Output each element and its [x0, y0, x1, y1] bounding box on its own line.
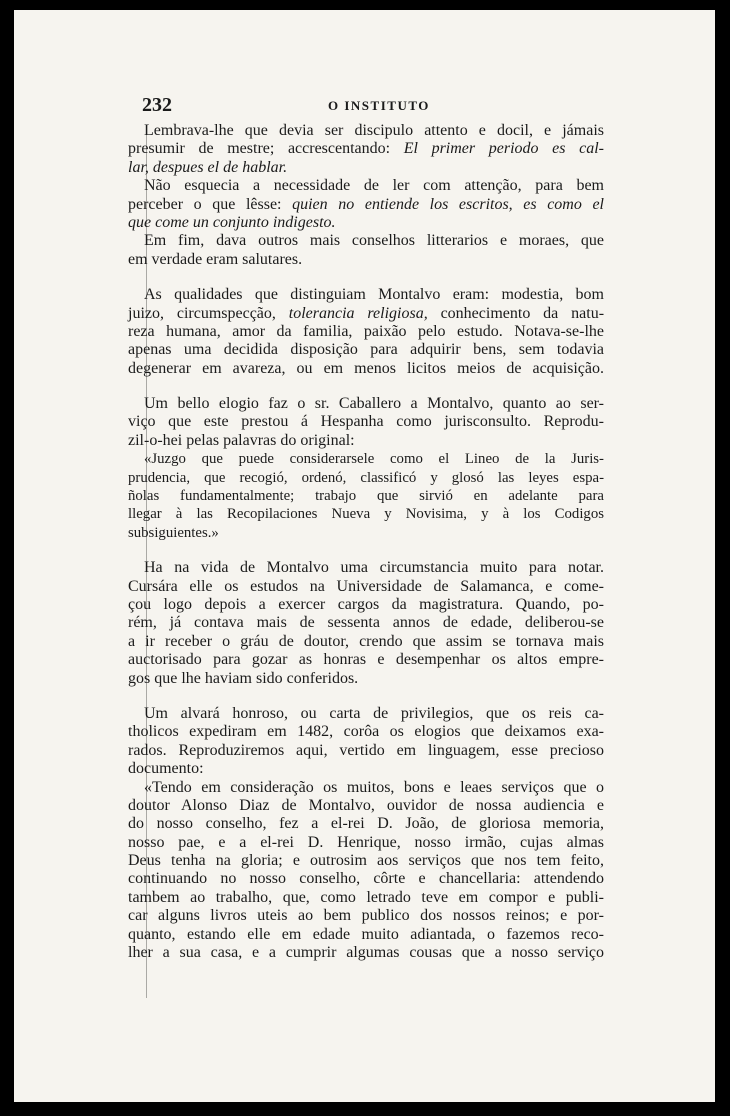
text-line: çou logo depois a exercer cargos da magistratura. Quando, po-	[128, 595, 604, 613]
text-line: lar, despues el de hablar.	[128, 158, 288, 176]
text-line: viço que este prestou á Hespanha como jurisconsulto. Reprodu-	[128, 413, 604, 431]
text-line: presumir de mestre; accrescentando: El primer periodo es cal-	[128, 140, 604, 158]
text-line: Um bello elogio faz o sr. Caballero a Montalvo, quanto ao ser-	[144, 395, 604, 413]
running-title: O INSTITUTO	[328, 98, 430, 113]
text-line: do nosso conselho, fez a el-rei D. João, de gloriosa memoria,	[128, 815, 604, 833]
text-line: auctorisado para gozar as honras e desempenhar os altos empre-	[128, 651, 604, 669]
text-line: Lembrava-lhe que devia ser discipulo attento e docil, e jámais	[144, 122, 604, 139]
text-line: tholicos expediram em 1482, corôa os elogios que deixamos exa-	[128, 723, 604, 741]
text-line: Em fim, dava outros mais conselhos litterarios e moraes, que	[144, 232, 604, 250]
text-line: zil-o-hei pelas palavras do original:	[128, 431, 355, 449]
text-line: rados. Reproduziremos aqui, vertido em linguagem, esse precioso	[128, 741, 604, 759]
text-line: Cursára elle os estudos na Universidade de Salamanca, e come-	[128, 577, 604, 595]
text-line: subsiguientes.»	[128, 524, 219, 541]
paragraph	[128, 395, 604, 450]
text-line: em verdade eram salutares.	[128, 250, 303, 268]
text-line: llegar à las Recopilaciones Nueva y Novisima, y à los Codigos	[128, 506, 604, 523]
paragraph	[128, 286, 604, 378]
text-line: juizo, circumspecção, tolerancia religiosa, conhecimento da natu-	[128, 304, 605, 322]
text-line: prudencia, que recogió, ordenó, classificó y glosó las leyes espa-	[128, 469, 604, 486]
spanish-quotation	[128, 450, 604, 542]
paragraph	[128, 122, 604, 177]
text-line: car alguns livros uteis ao bem publico dos nossos reinos; e por-	[128, 907, 604, 925]
page-body	[128, 122, 604, 962]
paragraph	[128, 232, 604, 269]
text-line: nosso pae, e a el-rei D. Henrique, nosso irmão, cujas almas	[128, 833, 604, 851]
paragraph	[128, 177, 604, 232]
gutter-shadow	[146, 128, 147, 998]
text-line: Não esquecia a necessidade de ler com attenção, para bem	[144, 177, 604, 195]
text-line: continuando no nosso conselho, côrte e chancellaria: attendendo	[128, 870, 604, 888]
text-line: «Tendo em consideração os muitos, bons e leaes serviços que o	[144, 778, 604, 796]
text-line: As qualidades que distinguiam Montalvo eram: modestia, bom	[144, 286, 604, 304]
text-line: reza humana, amor da familia, paixão pelo estudo. Notava-se-lhe	[128, 322, 604, 340]
text-line: tambem ao trabalho, que, como letrado teve em compor e publi-	[128, 888, 604, 906]
text-line: ñolas fundamentalmente; trabajo que sirvió en adelante para	[128, 488, 604, 505]
royal-charter-quotation	[128, 779, 604, 963]
text-line: que come un conjunto indigesto.	[128, 213, 336, 231]
page-header	[142, 94, 622, 124]
paragraph	[128, 559, 604, 688]
text-line: a ir receber o gráu de doutor, crendo que assim se tornava mais	[128, 632, 604, 650]
text-line: perceber o que lêsse: quien no entiende los escritos, es como el	[128, 195, 605, 213]
text-line: apenas uma decidida disposição para adquirir bens, sem todavia	[128, 341, 604, 359]
paragraph	[128, 705, 604, 779]
text-line: «Juzgo que puede considerarsele como el Lineo de la Juris-	[144, 451, 604, 468]
text-line: gos que lhe haviam sido conferidos.	[128, 669, 359, 687]
text-line: Deus tenha na gloria; e outrosim aos serviços que nos tem feito,	[128, 852, 604, 870]
text-line: rém, já contava mais de sessenta annos de edade, deliberou-se	[128, 614, 604, 632]
text-line: doutor Alonso Diaz de Montalvo, ouvidor de nossa audiencia e	[128, 796, 604, 814]
page-number: 232	[142, 94, 172, 116]
text-line: Um alvará honroso, ou carta de privilegios, que os reis ca-	[144, 704, 604, 722]
text-line: quanto, estando elle em edade muito adiantada, o fazemos reco-	[128, 925, 604, 943]
text-line: documento:	[128, 760, 204, 778]
text-line: Ha na vida de Montalvo uma circumstancia muito para notar.	[144, 559, 604, 577]
text-line: lher a sua casa, e a cumprir algumas cousas que a nosso serviço	[128, 944, 604, 962]
text-line: degenerar em avareza, ou em menos licitos meios de acquisição.	[128, 359, 604, 377]
